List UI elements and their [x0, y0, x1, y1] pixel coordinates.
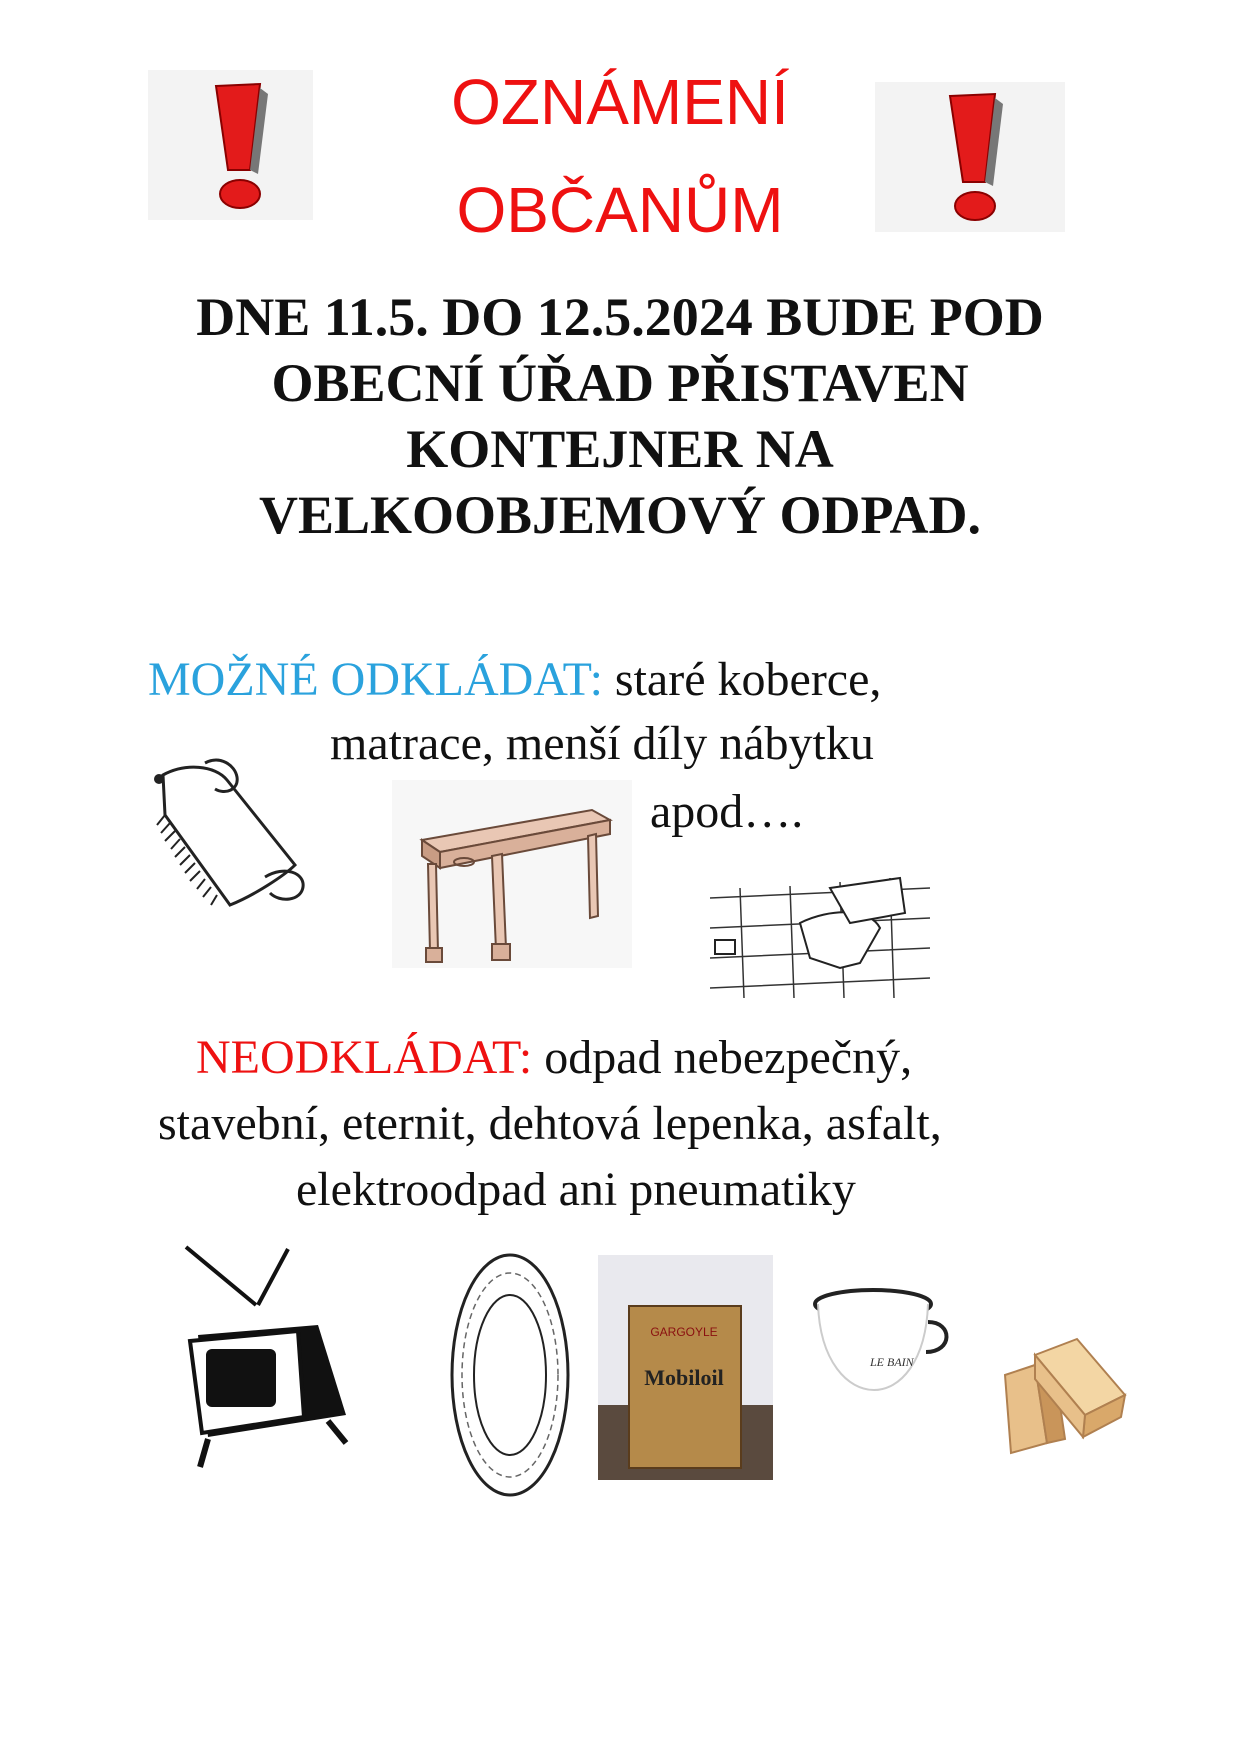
announcement-line-3: KONTEJNER NA [406, 419, 834, 479]
potty-image [808, 1282, 958, 1402]
allowed-line-3: apod…. [650, 785, 804, 838]
oil-can-top-label: GARGOYLE [650, 1325, 718, 1339]
exclamation-icon-left [148, 70, 313, 220]
notice-title-line2: OBČANŮM [456, 174, 784, 246]
bricks-image [995, 1335, 1135, 1475]
notice-title-line1: OZNÁMENÍ [451, 66, 789, 138]
allowed-items-1: staré koberce, [602, 653, 882, 706]
table-image [392, 780, 632, 968]
potty-brand-label: LE BAIN [870, 1355, 914, 1369]
allowed-line-1 [148, 653, 882, 706]
oil-can-brand-label: Mobiloil [644, 1365, 724, 1390]
toilet-image [700, 868, 940, 1008]
allowed-line-2: matrace, menší díly nábytku [330, 717, 874, 770]
announcement-line-4: VELKOOBJEMOVÝ ODPAD. [258, 485, 981, 545]
exclamation-icon-right [875, 82, 1065, 232]
forbidden-line-3: elektroodpad ani pneumatiky [296, 1163, 856, 1216]
forbidden-items-1: odpad nebezpečný, [532, 1031, 913, 1084]
forbidden-line-2: stavební, eternit, dehtová lepenka, asfalt, [158, 1097, 942, 1150]
announcement-line-2: OBECNÍ ÚŘAD PŘISTAVEN [271, 353, 969, 413]
tire-image [440, 1250, 580, 1500]
tv-image [178, 1245, 368, 1475]
carpet-roll-image [145, 745, 315, 915]
forbidden-label: NEODKLÁDAT: [196, 1031, 533, 1084]
forbidden-line-1 [196, 1031, 913, 1084]
announcement-line-1: DNE 11.5. DO 12.5.2024 BUDE POD [196, 287, 1044, 347]
allowed-label: MOŽNÉ ODKLÁDAT: [148, 653, 603, 706]
oil-can-image [598, 1255, 773, 1480]
